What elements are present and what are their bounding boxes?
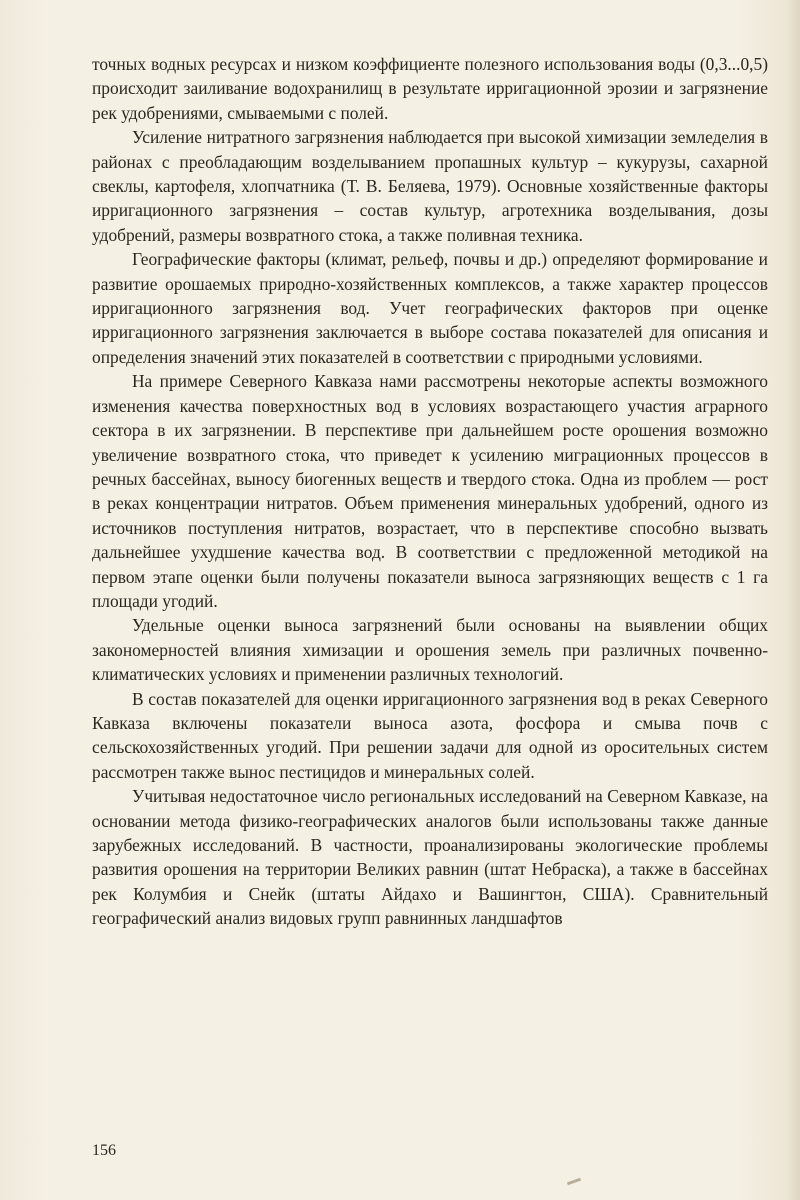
page-edge-shadow [786,0,800,1200]
paragraph-4: На примере Северного Кавказа нами рассмотрены некоторые аспекты возможного изменения качества поверхностных вод в условиях возрастающего участия аграрного сектора в их загрязнении. В перспективе при дальнейшем росте орошения возможно увеличение возвратного стока, что приведет к усилению миграционных процессов в речных бассейнах, выносу биогенных веществ и твердого стока. Одна из проблем — рост в реках концентрации нитратов. Объем применения минеральных удобрений, одного из источников поступления нитратов, возрастает, что в перспективе способно вызвать дальнейшее ухудшение качества вод. В соответствии с предложенной методикой на первом этапе оценки были получены показатели выноса загрязняющих веществ с 1 га площади угодий. [92,371,768,611]
body-text [92,52,768,931]
paragraph-6: В состав показателей для оценки ирригационного загрязнения вод в реках Северного Кавказа включены показатели выноса азота, фосфора и смыва почв с сельскохозяйственных угодий. При решении задачи для одной из оросительных систем рассмотрен также вынос пестицидов и минеральных солей. [92,688,768,782]
page-number: 156 [92,1142,116,1159]
paragraph-3: Географические факторы (климат, рельеф, почвы и др.) определяют формирование и развитие орошаемых природно-хозяйственных комплексов, а также характер процессов ирригационного загрязнения вод. Учет географических факторов при оценке ирригационного загрязнения заключается в выборе состава показателей для описания и определения значений этих показателей в соответствии с природными условиями. [92,249,768,367]
smudge-mark [567,1178,581,1186]
paragraph-2: Усиление нитратного загрязнения наблюдается при высокой химизации земледелия в районах с преобладающим возделыванием пропашных культур – кукурузы, сахарной свеклы, картофеля, хлопчатника (Т. В. Беляева, 1979). Основные хозяйственные факторы ирригационного загрязнения – состав культур, агротехника возделывания, дозы удобрений, размеры возвратного стока, а также поливная техника. [92,127,768,245]
paragraph-1: точных водных ресурсах и низком коэффициенте полезного использования воды (0,3...0,5) происходит заиливание водохранилищ в результате ирригационной эрозии и загрязнение рек удобрениями, смываемыми с полей. [92,54,768,123]
paragraph-5: Удельные оценки выноса загрязнений были основаны на выявлении общих закономерностей влияния химизации и орошения земель при различных почвенно-климатических условиях и применении различных технологий. [92,615,768,685]
paragraph-7: Учитывая недостаточное число региональных исследований на Северном Кавказе, на основании метода физико-географических аналогов были использованы также данные зарубежных исследований. В частности, проанализированы экологические проблемы развития орошения на территории Великих равнин (штат Небраска), а также в бассейнах рек Колумбия и Снейк (штаты Айдахо и Вашингтон, США). Сравнительный географический анализ видовых групп равнинных ландшафтов [92,786,768,929]
